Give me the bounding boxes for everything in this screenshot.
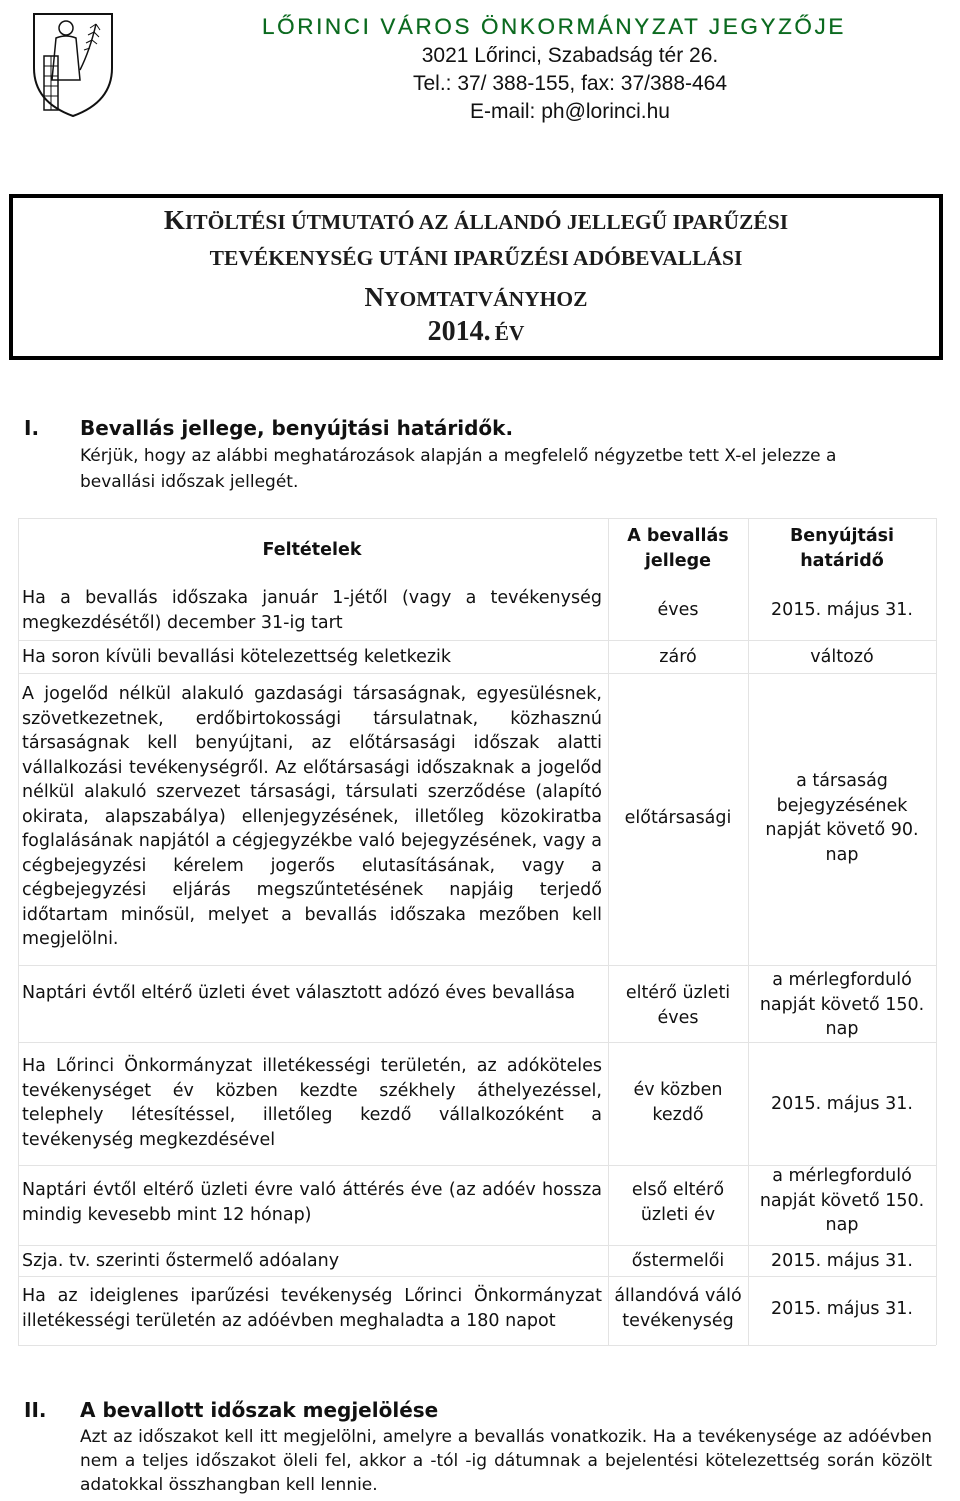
municipality-name: LŐRINCI VÁROS ÖNKORMÁNYZAT JEGYZŐJE bbox=[262, 14, 846, 39]
office-address: 3021 Lőrinci, Szabadság tér 26. bbox=[421, 44, 719, 67]
column-header-deadline: Benyújtási határidő bbox=[789, 526, 895, 571]
office-email: E-mail: ph@lorinci.hu bbox=[470, 100, 670, 123]
table-row-type: éves bbox=[657, 600, 699, 620]
table-row-condition: Naptári évtől eltérő üzleti évet választott adózó éves bevallása bbox=[22, 983, 576, 1003]
section-2-title: A bevallott időszak megjelölése bbox=[80, 1398, 439, 1422]
office-phone-fax: Tel.: 37/ 388-155, fax: 37/388-464 bbox=[412, 72, 728, 95]
table-row-deadline: a mérlegforduló napját követő 150. nap bbox=[759, 1166, 925, 1235]
table-row-condition: A jogelőd nélkül alakuló gazdasági társaságnak, egyesülésnek, szövetkezetnek, erdőbirtokossági társulatnak, közhasznú társaságnak kell benyújtani, az előtársasági időszak alatti vállalkozási tevékenységről. Az előtársasági időszaknak a jogelőd nélkül alakuló szervezet társasági, társulati szerződése (alapító okirata, alapszabálya) ellenjegyzésének, illetőleg közokiratba foglalásának napjától a cégjegyzékbe való bejegyzésének, vagy a cégbejegyzési kérelem jogerős elutasításának, vagy a cégbejegyzési eljárás megszűntetésének napjáig terjedő időtartam minősül, melyet a bevallás időszaka mezőben kell megjelölni. bbox=[22, 684, 602, 949]
section-1-number: I. bbox=[24, 416, 40, 440]
table-row-type: előtársasági bbox=[624, 808, 732, 828]
table-row-deadline: 2015. május 31. bbox=[771, 1299, 913, 1319]
section-2-text: Azt az időszakot kell itt megjelölni, amelyre a bevallás vonatkozik. Ha a tevékenysége az adóévben nem a teljes időszakot öleli fel, akkor a -tól -ig dátumnak a bejelentési kötelezettség során közölt adatokkal összhangban kell lennie. bbox=[80, 1427, 932, 1495]
table-row-deadline: 2015. május 31. bbox=[771, 600, 913, 620]
table-row-type: záró bbox=[659, 647, 697, 667]
table-row-condition: Naptári évtől eltérő üzleti évre való áttérés éve (az adóév hossza mindig kevesebb mint 12 hónap) bbox=[22, 1180, 602, 1225]
table-row-condition: Ha soron kívüli bevallási kötelezettség keletkezik bbox=[22, 647, 452, 667]
table-row-condition: Szja. tv. szerinti őstermelő adóalany bbox=[22, 1251, 340, 1271]
table-row-deadline: 2015. május 31. bbox=[771, 1251, 913, 1271]
column-header-type: A bevallás jellege bbox=[627, 526, 729, 571]
column-header-conditions: Feltételek bbox=[262, 540, 362, 560]
section-1-title: Bevallás jellege, benyújtási határidők. bbox=[80, 416, 514, 440]
table-row-condition: Ha Lőrinci Önkormányzat illetékességi területén, az adóköteles tevékenységet év közben kezdte székhely áthelyezéssel, telephely létesítéssel, illetőleg kezdő vállalkozóként a tevékenység megkezdésével bbox=[22, 1056, 602, 1150]
table-row-type: eltérő üzleti éves bbox=[625, 983, 731, 1028]
document-title-line-1: KITÖLTÉSI ÚTMUTATÓ AZ ÁLLANDÓ JELLEGŰ IPARŰZÉSI bbox=[163, 205, 789, 235]
table-row-deadline: 2015. május 31. bbox=[771, 1094, 913, 1114]
table-row-deadline: a mérlegforduló napját követő 150. nap bbox=[759, 970, 925, 1039]
table-row-type: első eltérő üzleti év bbox=[631, 1180, 725, 1225]
table-row-condition: Ha a bevallás időszaka január 1-jétől (vagy a tevékenység megkezdésétől) december 31-ig tart bbox=[22, 588, 602, 633]
document-title-line-2: TEVÉKENYSÉG UTÁNI IPARŰZÉSI ADÓBEVALLÁSI bbox=[209, 246, 743, 270]
table-row-deadline: változó bbox=[810, 647, 874, 667]
section-2-number: II. bbox=[24, 1398, 47, 1422]
table-row-type: őstermelői bbox=[631, 1251, 725, 1271]
document-title-year: 2014. ÉV bbox=[427, 316, 525, 347]
section-1-intro-line-1: Kérjük, hogy az alábbi meghatározások alapján a megfelelő négyzetbe tett X-el jelezze a bbox=[80, 446, 837, 466]
table-row-type: állandóvá váló tevékenység bbox=[614, 1286, 742, 1331]
table-row-deadline: a társaság bejegyzésének napját követő 90. nap bbox=[765, 771, 919, 865]
document-title-line-3: NYOMTATVÁNYHOZ bbox=[364, 282, 588, 312]
table-row-condition: Ha az ideiglenes iparűzési tevékenység Lőrinci Önkormányzat illetékességi területén az adóévben meghaladta a 180 napot bbox=[22, 1286, 602, 1331]
section-1-intro-line-2: bevallási időszak jellegét. bbox=[80, 472, 299, 492]
table-row-type: év közben kezdő bbox=[633, 1080, 723, 1125]
